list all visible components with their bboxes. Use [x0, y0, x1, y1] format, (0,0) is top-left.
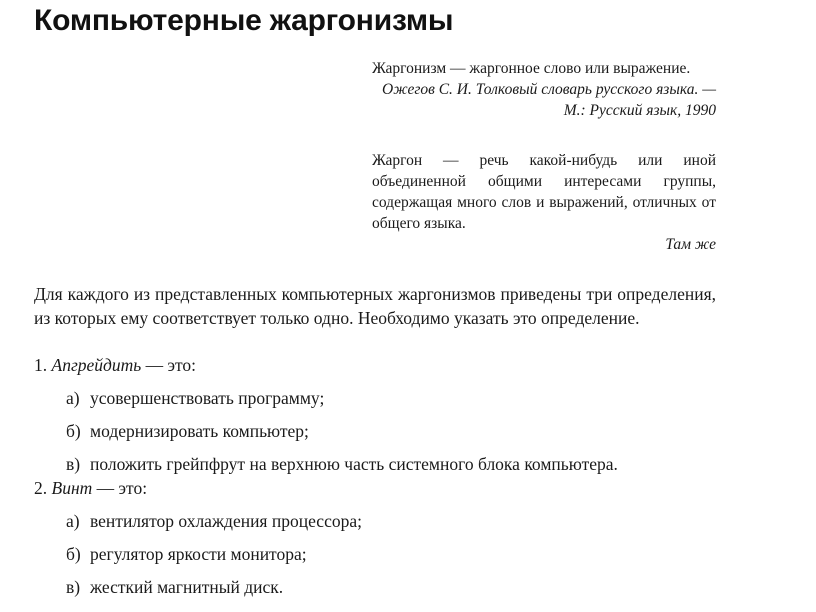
epigraph: [372, 150, 716, 255]
epigraph: [372, 58, 716, 121]
question-number: 1.: [34, 355, 48, 375]
answer-option: [34, 419, 724, 443]
answer-option: [34, 542, 724, 566]
epigraph-source: Ожегов С. И. Толковый словарь русского языка. — М.: Русский язык, 1990: [382, 81, 716, 119]
epigraph-text: Жаргонизм — жаргонное слово или выражение.: [372, 60, 691, 77]
option-text: вентилятор охлаждения процессора;: [90, 511, 362, 531]
option-letter: б): [66, 544, 81, 564]
answer-option: [34, 509, 724, 533]
option-text: модернизировать компьютер;: [90, 421, 309, 441]
option-text: усовершенствовать программу;: [90, 388, 325, 408]
option-text: положить грейпфрут на верхнюю часть системного блока компьютера.: [90, 454, 618, 474]
answer-option: [34, 386, 724, 410]
question-term: Винт: [51, 478, 93, 498]
option-letter: в): [66, 577, 81, 597]
option-letter: б): [66, 421, 81, 441]
option-text: жесткий магнитный диск.: [90, 577, 284, 597]
page-title: Компьютерные жаргонизмы: [34, 4, 454, 37]
option-letter: а): [66, 511, 80, 531]
question-suffix: — это:: [92, 478, 148, 498]
question: [34, 476, 724, 599]
question: [34, 353, 724, 476]
epigraph-source: Там же: [665, 236, 716, 253]
option-letter: а): [66, 388, 80, 408]
answer-option: [34, 452, 724, 476]
question-header: [34, 476, 724, 500]
question-header: [34, 353, 724, 377]
task-intro: Для каждого из представленных компьютерных жаргонизмов приведены три определения, из которых ему соответствует только одно. Необходимо указать это определение.: [34, 284, 716, 328]
answer-option: [34, 575, 724, 599]
option-text: регулятор яркости монитора;: [90, 544, 307, 564]
epigraph-text: Жаргон — речь какой-нибудь или иной объединенной общими интересами группы, содержащая много слов и выражений, отличных от общего языка.: [372, 152, 716, 232]
question-number: 2.: [34, 478, 48, 498]
question-term: Апгрейдить: [51, 355, 142, 375]
question-suffix: — это:: [141, 355, 197, 375]
option-letter: в): [66, 454, 81, 474]
